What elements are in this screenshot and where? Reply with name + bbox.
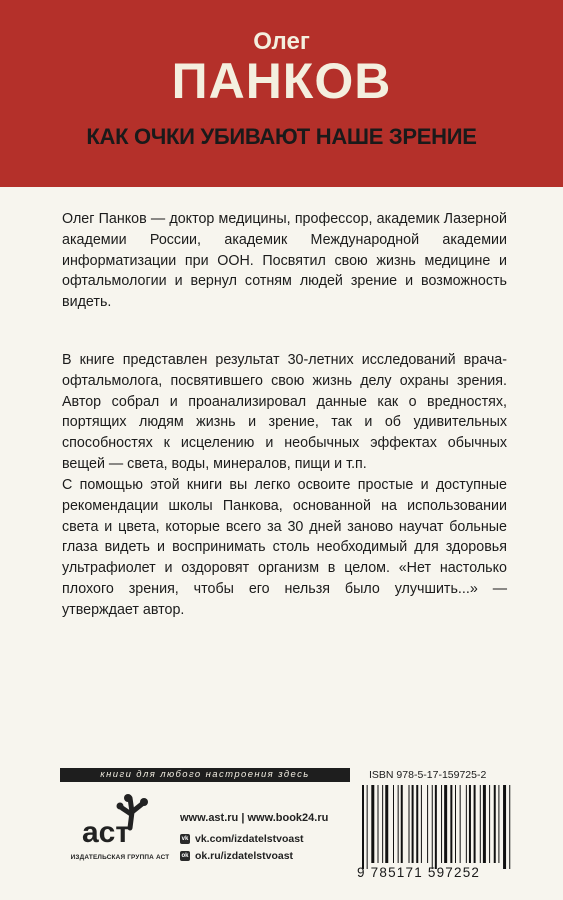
author-last-name: ПАНКОВ [171,53,392,109]
barcode-bar [450,785,452,863]
ok-link[interactable]: ok.ru/izdatelstvoast [195,850,294,862]
book-benefits-paragraph: С помощью этой книги вы легко освоите простые и доступные рекомендации школы Панкова, основанной на использовании света и цвета, которые всего за 30 дней заново научат больные глаза видеть и воспринимать столь необходимый для здоровья ультрафиолет и оздоровят организм в целом. «Нет настолько плохого зрения, чтобы его нельзя было улучшить...» — утверждает автор. [62,477,507,618]
barcode-bar [503,785,506,869]
author-first-name: Олег [253,28,310,55]
barcode-bar [421,785,422,863]
tagline-bar: книги для любого настроения здесь [60,768,350,782]
barcode-bar [362,785,364,869]
barcode-bar [444,785,447,863]
barcode-bar [483,785,486,863]
barcode-bar [441,785,442,863]
vk-icon: vk [181,836,189,842]
barcode-bar [409,785,410,863]
vk-link[interactable]: vk.com/izdatelstvoast [195,833,304,845]
barcode-digits: 9 785171 597252 [357,865,481,880]
barcode-bar [509,785,510,869]
barcode-bar [412,785,414,863]
barcode-bar [367,785,368,869]
ok-link-row[interactable] [180,850,293,862]
header-band [0,0,563,187]
barcode-bar [398,785,399,863]
website-links[interactable]: www.ast.ru | www.book24.ru [180,812,329,824]
barcode-bar [393,785,394,863]
barcode-bar [427,785,428,863]
barcode-bar [416,785,418,863]
barcode-bar [498,785,499,863]
book-title: КАК ОЧКИ УБИВАЮТ НАШЕ ЗРЕНИЕ [86,124,477,149]
ok-icon: ok [181,853,189,859]
barcode-bar [466,785,467,863]
barcode-bar [371,785,374,863]
barcode-bar [385,785,388,863]
barcode-bar [378,785,379,863]
vk-link-row[interactable] [180,833,304,845]
barcode [356,783,513,869]
barcode-bar [455,785,456,863]
barcode-bar [432,785,433,869]
barcode-bar [382,785,383,863]
barcode-bar [474,785,476,863]
publisher-name: ИЗДАТЕЛЬСКАЯ ГРУППА АСТ [70,854,170,861]
barcode-bar [480,785,481,863]
barcode-bar [460,785,461,863]
barcode-bar [435,785,437,869]
barcode-bar [489,785,490,863]
barcode-bar [494,785,496,863]
author-bio-paragraph: Олег Панков — доктор медицины, профессор, академик Лазерной академии России, академик Международной академии информатизации при ООН. Посвятил свою жизнь медицине и офтальмологии и вернул сотням людей зрение и возможность видеть. [62,211,507,311]
logo-text: аст [82,816,131,848]
ast-logo-icon [72,790,172,848]
isbn: ISBN 978-5-17-159725-2 [369,769,487,781]
barcode-bar [401,785,403,863]
barcode-bar [469,785,471,863]
book-description-paragraph: В книге представлен результат 30-летних исследований врача-офтальмолога, посвятившего свою жизнь делу охраны зрения. Автор собрал и проанализировал данные как о вредностях, портящих людям жизнь и зрение, так и об удивительных способностях к исцелению и необычных эффектах обычных вещей — света, воды, минералов, пищи и т.п. [62,352,507,472]
